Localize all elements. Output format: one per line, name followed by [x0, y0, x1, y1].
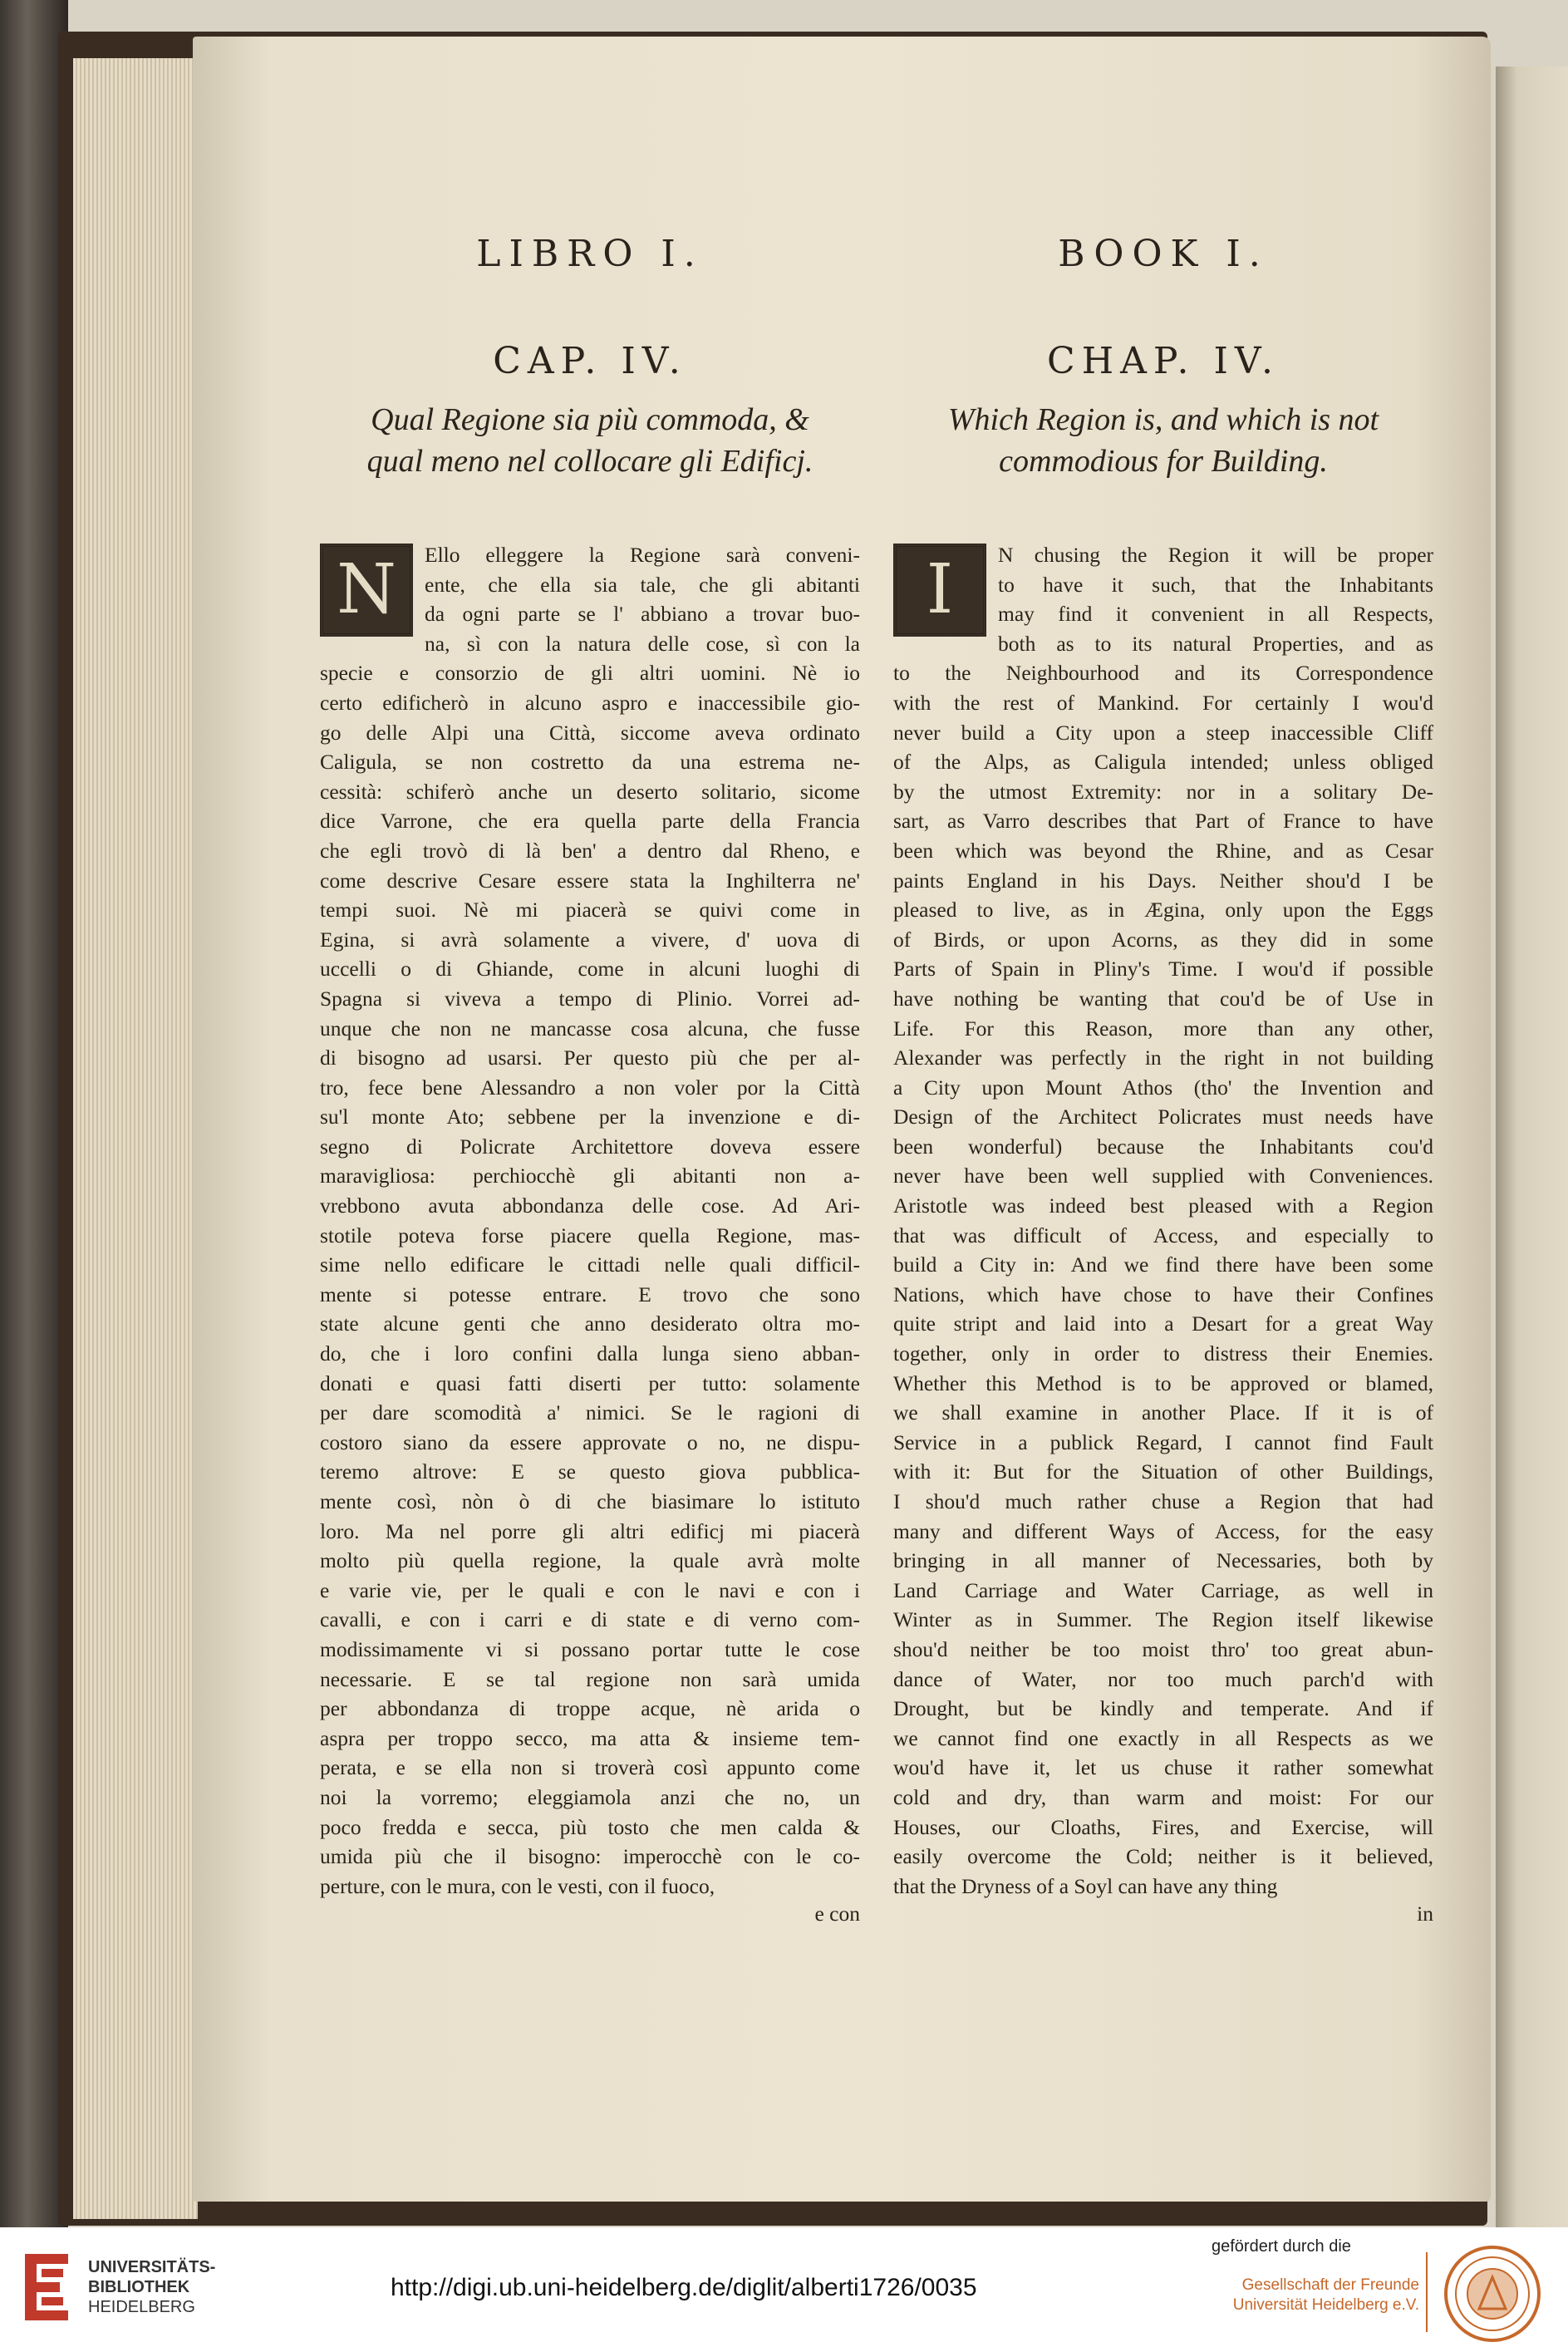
body-line: Aristotle was indeed best pleased with a Region [893, 1193, 1433, 1218]
body-line: state alcune genti che anno desiderato oltra mo- [320, 1311, 860, 1336]
body-line: per abbondanza di troppe acque, nè arida o [320, 1696, 860, 1721]
library-name[interactable] [88, 2257, 215, 2317]
library-name-line: UNIVERSITÄTS- [88, 2258, 216, 2276]
body-line: pleased to live, as in Ægina, only upon the Eggs [893, 898, 1433, 923]
body-line: Ello elleggere la Regione sarà conveni- [425, 543, 860, 567]
body-line: dance of Water, nor too much parch'd with [893, 1666, 1433, 1691]
body-line: Whether this Method is to be approved or blamed, [893, 1370, 1433, 1395]
body-line: build a City in: And we find there have been some [893, 1252, 1433, 1277]
body-line: cold and dry, than warm and moist: For our [893, 1784, 1433, 1809]
body-lines [320, 540, 860, 1901]
body-line: of Birds, or upon Acorns, as they did in some [893, 927, 1433, 952]
body-line: e varie vie, per le quali e con le navi e con i [320, 1577, 860, 1602]
body-line: necessarie. E se tal regione non sarà umida [320, 1666, 860, 1691]
body-line: sime nello edificare le cittadi nelle quali difficil- [320, 1252, 860, 1277]
body-line: aspra per troppo secco, ma atta & insieme tem- [320, 1725, 860, 1750]
body-line: su'l monte Ato; sebbene per la invenzione e di- [320, 1105, 860, 1129]
body-line: teremo altrove: E se questo giova pubblica- [320, 1459, 860, 1484]
body-line: perata, e se ella non si troverà così appunto come [320, 1755, 860, 1780]
body-line: to have it such, that the Inhabitants [998, 572, 1433, 597]
body-line: segno di Policrate Architettore doveva essere [320, 1134, 860, 1159]
english-column [893, 233, 1433, 1927]
body-line: vrebbono avuta abbondanza delle cose. Ad Ari- [320, 1193, 860, 1218]
sponsor-name-line: Gesellschaft der Freunde [1241, 2276, 1419, 2294]
body-line: costoro siano da essere approvate o no, ne dispu- [320, 1429, 860, 1454]
body-line: maravigliosa: perchiocchè gli abitanti non a- [320, 1164, 860, 1188]
catchword: in [1417, 1902, 1433, 1926]
sponsor-divider [1426, 2252, 1428, 2332]
body-line: uccelli o di Ghiande, come in alcuni luoghi di [320, 957, 860, 982]
body-line: have nothing be wanting that cou'd be of Use in [893, 986, 1433, 1011]
body-line: Life. For this Reason, more than any other, [893, 1016, 1433, 1041]
body-line: bringing in all manner of Necessaries, both by [893, 1548, 1433, 1573]
body-line: Alexander was perfectly in the right in not building [893, 1046, 1433, 1070]
body-line: unque che non ne mancasse cosa alcuna, che fusse [320, 1016, 860, 1041]
body-line: Service in a publick Regard, I cannot find Fault [893, 1429, 1433, 1454]
facing-page-edge [1496, 66, 1568, 2227]
body-line: many and different Ways of Access, for the easy [893, 1518, 1433, 1543]
body-line: both as to its natural Properties, and as [998, 631, 1433, 656]
drop-cap-ornament: I [893, 544, 986, 637]
library-name-line: BIBLIOTHEK [88, 2278, 190, 2296]
body-line: together, only in order to distress their Enemies. [893, 1341, 1433, 1366]
body-line: to the Neighbourhood and its Correspondence [893, 661, 1433, 686]
body-line: may find it convenient in all Respects, [998, 602, 1433, 627]
body-line: with it: But for the Situation of other Buildings, [893, 1459, 1433, 1484]
body-line: Parts of Spain in Pliny's Time. I wou'd if possible [893, 957, 1433, 982]
body-line: poco fredda e secca, più tosto che men calda & [320, 1814, 860, 1839]
body-line: we cannot find one exactly in all Respects as we [893, 1725, 1433, 1750]
viewer-footer [0, 2227, 1568, 2347]
body-line: che egli trovò di là ben' a dentro dal Rheno, e [320, 838, 860, 863]
body-line: stotile poteva forse piacere quella Regione, mas- [320, 1223, 860, 1247]
body-line: umida più che il bisogno: imperocchè con le co- [320, 1844, 860, 1869]
body-line: dice Varrone, che era quella parte della Francia [320, 809, 860, 834]
body-line: Egina, si avrà solamente a vivere, d' uova di [320, 927, 860, 952]
drop-cap-ornament: N [320, 544, 413, 637]
body-line: specie e consorzio de gli altri uomini. Nè io [320, 661, 860, 686]
body-line: tempi suoi. Nè mi piacerà se quivi come in [320, 898, 860, 923]
body-line: Caligula, se non costretto da una estrema ne- [320, 750, 860, 775]
body-line: tro, fece bene Alessandro a non voler por la Città [320, 1075, 860, 1100]
body-line: we shall examine in another Place. If it is of [893, 1400, 1433, 1425]
body-line: a City upon Mount Athos (tho' the Invention and [893, 1075, 1433, 1100]
sponsor-caption: gefördert durch die [1212, 2237, 1351, 2256]
body-line: by the utmost Extremity: nor in a solitary De- [893, 779, 1433, 804]
university-seal-icon[interactable] [1443, 2244, 1542, 2344]
body-line: come descrive Cesare essere stata la Inghilterra ne' [320, 868, 860, 893]
chapter-heading-italian [320, 399, 860, 482]
body-line: Drought, but be kindly and temperate. And if [893, 1696, 1433, 1721]
body-line: cavalli, e con i carri e di state e di verno com- [320, 1607, 860, 1632]
body-line: never have been well supplied with Conveniences. [893, 1164, 1433, 1188]
body-line: quite stript and laid into a Desart for a great Way [893, 1311, 1433, 1336]
body-line: easily overcome the Cold; neither is it believed, [893, 1844, 1433, 1869]
body-line: do, che i loro confini dalla lunga sieno abban- [320, 1341, 860, 1366]
body-line: that was difficult of Access, and especially to [893, 1223, 1433, 1247]
body-line: wou'd have it, let us chuse it rather somewhat [893, 1755, 1433, 1780]
running-head-italian: LIBRO I. [476, 233, 704, 275]
sponsor-name-line: Universität Heidelberg e.V. [1232, 2296, 1419, 2314]
heading-line: qual meno nel collocare gli Edificj. [366, 444, 813, 479]
body-line: that the Dryness of a Soyl can have any thing [893, 1873, 1278, 1898]
body-line: been wonderful) because the Inhabitants cou'd [893, 1134, 1433, 1159]
body-line: Design of the Architect Policrates must needs have [893, 1105, 1433, 1129]
body-line: paints England in his Days. Neither shou'd I be [893, 868, 1433, 893]
chapter-heading-english [893, 399, 1433, 482]
body-line: molto più quella regione, la quale avrà molte [320, 1548, 860, 1573]
body-line: noi la vorremo; eleggiamola anzi che no, un [320, 1784, 860, 1809]
body-text-italian [320, 540, 860, 1901]
body-line: loro. Ma nel porre gli altri edificj mi piacerà [320, 1518, 860, 1543]
body-line: Winter as in Summer. The Region itself likewise [893, 1607, 1433, 1632]
heading-line: Qual Regione sia più commoda, & [371, 402, 809, 437]
body-line: Houses, our Cloaths, Fires, and Exercise, will [893, 1814, 1433, 1839]
body-line: di bisogno ad usarsi. Per questo più che per al- [320, 1046, 860, 1070]
heading-line: Which Region is, and which is not [947, 402, 1379, 437]
body-line: been which was beyond the Rhine, and as Cesar [893, 838, 1433, 863]
body-line: Spagna si viveva a tempo di Plinio. Vorrei ad- [320, 986, 860, 1011]
library-name-line: HEIDELBERG [88, 2298, 195, 2316]
sponsor-name[interactable] [1212, 2276, 1419, 2315]
body-line: mente così, nòn ò di che biasimare lo istituto [320, 1489, 860, 1513]
body-line: perture, con le mura, con le vesti, con il fuoco, [320, 1873, 715, 1898]
running-head-english: BOOK I. [1058, 233, 1269, 275]
body-line: modissimamente vi si possano portar tutte le cose [320, 1636, 860, 1661]
body-line: Nations, which have chose to have their Confines [893, 1282, 1433, 1306]
body-line: Land Carriage and Water Carriage, as well in [893, 1577, 1433, 1602]
body-line: cessità: schiferò anche un deserto solitario, sicome [320, 779, 860, 804]
body-line: per dare scomodità a' nimici. Se le ragioni di [320, 1400, 860, 1425]
body-line: N chusing the Region it will be proper [998, 543, 1433, 567]
body-line: I shou'd much rather chuse a Region that had [893, 1489, 1433, 1513]
body-line: ente, che ella sia tale, che gli abitanti [425, 572, 860, 597]
chapter-number-italian: CAP. IV. [493, 340, 687, 382]
body-text-english [893, 540, 1433, 1901]
body-line: certo edificherò in alcuno aspro e inaccessibile gio- [320, 690, 860, 715]
body-line: shou'd neither be too moist thro' too great abun- [893, 1636, 1433, 1661]
body-line: sart, as Varro describes that Part of France to have [893, 809, 1433, 834]
chapter-number-english: CHAP. IV. [1047, 340, 1280, 382]
body-line: donati e quasi fatti diserti per tutto: solamente [320, 1370, 860, 1395]
page-stack-edges [73, 58, 198, 2219]
heading-line: commodious for Building. [999, 444, 1328, 479]
body-line: with the rest of Mankind. For certainly I wou'd [893, 690, 1433, 715]
body-line: mente si potesse entrare. E trovo che sono [320, 1282, 860, 1306]
body-lines [893, 540, 1433, 1901]
body-line: of the Alps, as Caligula intended; unless obliged [893, 750, 1433, 775]
body-line: never build a City upon a steep inaccessible Cliff [893, 720, 1433, 745]
italian-column [320, 233, 860, 1927]
catchword: e con [814, 1902, 860, 1926]
body-line: da ogni parte se l' abbiano a trovar buo- [425, 602, 860, 627]
body-line: go delle Alpi una Città, siccome aveva ordinato [320, 720, 860, 745]
ub-heidelberg-logo-icon[interactable] [17, 2252, 76, 2322]
permalink-url[interactable]: http://digi.ub.uni-heidelberg.de/diglit/alberti1726/0035 [391, 2274, 977, 2301]
body-line: na, sì con la natura delle cose, sì con la [425, 631, 860, 656]
